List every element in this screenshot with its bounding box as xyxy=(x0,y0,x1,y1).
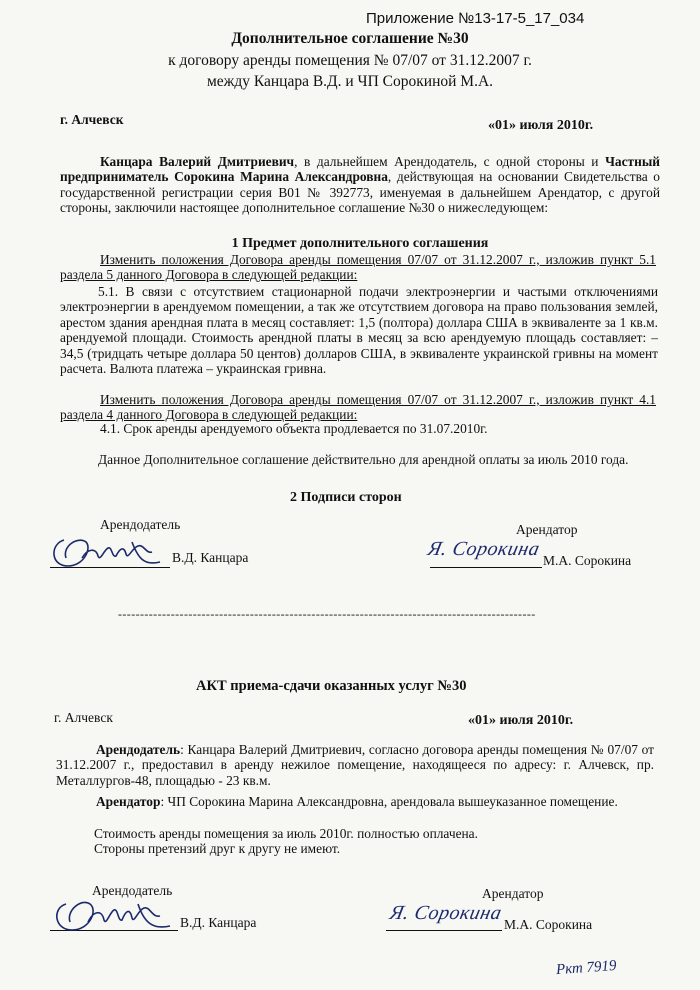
act-lessee-sign-line xyxy=(386,930,502,931)
act-date: «01» июля 2010г. xyxy=(468,713,574,728)
act-title: АКТ приема-сдачи оказанных услуг №30 xyxy=(196,678,467,694)
validity-text: Данное Дополнительное соглашение действительно для арендной оплаты за июль 2010 года. xyxy=(98,452,629,467)
agreement-date: «01» июля 2010г. xyxy=(488,118,594,133)
clause-5-1: 5.1. В связи с отсутствием стационарной подачи электроэнергии и частыми отключениями электроэнергии в арендуемом помещении, а так же отсутствием договора на право пользования землей, арестом здания арендная плата в месяц составляет: 1,5 (полтора) доллара США в эквиваленте за 1 кв.м. арендуемой площади. Стоимость арендной платы в месяц за всю арендуемую площадь составляет: – 34,5 (тридцать четыре доллара 50 центов) долларов США, в эквиваленте украинской гривны на момент расчета. Валюта платежа – украинская гривна. xyxy=(60,284,658,377)
agreement-lessee-label: Арендатор xyxy=(516,522,578,537)
section1-title: 1 Предмет дополнительного соглашения xyxy=(231,236,489,251)
agreement-subtitle-1: к договору аренды помещения № 07/07 от 31.12.2007 г. xyxy=(168,52,532,69)
agreement-city: г. Алчевск xyxy=(60,112,124,127)
agreement-lessor-sign-name: В.Д. Канцара xyxy=(172,550,249,565)
intro-text-1: , в дальнейшем Арендодатель, с одной стороны и xyxy=(294,154,599,169)
act-paid-text: Стоимость аренды помещения за июль 2010г. полностью оплачена. xyxy=(94,826,478,841)
act-lessee-sig-label: Арендатор xyxy=(482,886,544,901)
act-city: г. Алчевск xyxy=(54,710,113,725)
lessor-signature-1 xyxy=(48,518,168,578)
act-lessor-paragraph xyxy=(56,742,654,788)
lessee-signature-1: Я. Сорокина xyxy=(425,538,542,560)
agreement-lessor-label: Арендодатель xyxy=(100,517,181,532)
act-lessor-sig-label: Арендодатель xyxy=(92,883,173,898)
lessor-signature-2 xyxy=(52,880,182,940)
act-lessor-text: : Канцара Валерий Дмитриевич, согласно договора аренды помещения № 07/07 от 31.12.2007 г., предоставил в аренду нежилое помещение, находящееся по адресу: г. Алчевск, пр. Металлургов-48, площадью - 23 кв.м. xyxy=(56,742,654,788)
attachment-label: Приложение №13-17-5_17_034 xyxy=(366,10,585,27)
separator-line: ----------------------------------------------------------------------------------------------- xyxy=(118,607,536,621)
agreement-subtitle-2: между Канцара В.Д. и ЧП Сорокиной М.А. xyxy=(206,73,494,90)
section2-title: 2 Подписи сторон xyxy=(290,490,402,505)
clause-4-1: 4.1. Срок аренды арендуемого объекта продлевается по 31.07.2010г. xyxy=(100,421,488,436)
intro-text-2: , действующая на основании Свидетельства о государственной регистрации серия В01 № 392773, именуемая в дальнейшем Арендатор, с другой стороны, заключили настоящее дополнительное соглашение №30 о нижеследующем: xyxy=(60,169,661,216)
handwritten-note: Ркт 7919 xyxy=(555,957,618,979)
lessee-name: Частный предприниматель Сорокина Марина Александровна xyxy=(60,154,660,185)
act-lessee-text: : ЧП Сорокина Марина Александровна, арендовала вышеуказанное помещение. xyxy=(160,794,618,809)
agreement-lessee-sign-name: М.А. Сорокина xyxy=(543,553,632,568)
agreement-title: Дополнительное соглашение №30 xyxy=(231,30,469,47)
act-lessee-sign-name: М.А. Сорокина xyxy=(504,917,593,932)
agreement-lessee-sign-line xyxy=(430,567,542,568)
act-no-claims-text: Стороны претензий друг к другу не имеют. xyxy=(94,841,341,856)
act-lessee-paragraph xyxy=(56,794,654,809)
act-lessor-label: Арендодатель xyxy=(96,742,181,757)
act-lessee-label: Арендатор xyxy=(96,794,161,809)
lessor-name: Канцара Валерий Дмитриевич xyxy=(100,154,295,169)
act-lessor-sign-name: В.Д. Канцара xyxy=(180,915,257,930)
agreement-intro xyxy=(60,154,660,216)
change-1-text: Изменить положения Договора аренды помещения 07/07 от 31.12.2007 г., изложив пункт 5.1 раздела 5 данного Договора в следующей редакции: xyxy=(60,252,656,283)
lessee-signature-2: Я. Сорокина xyxy=(387,902,504,924)
change-2-text: Изменить положения Договора аренды помещения 07/07 от 31.12.2007 г., изложив пункт 4.1 раздела 4 данного Договора в следующей редакции: xyxy=(60,392,656,423)
